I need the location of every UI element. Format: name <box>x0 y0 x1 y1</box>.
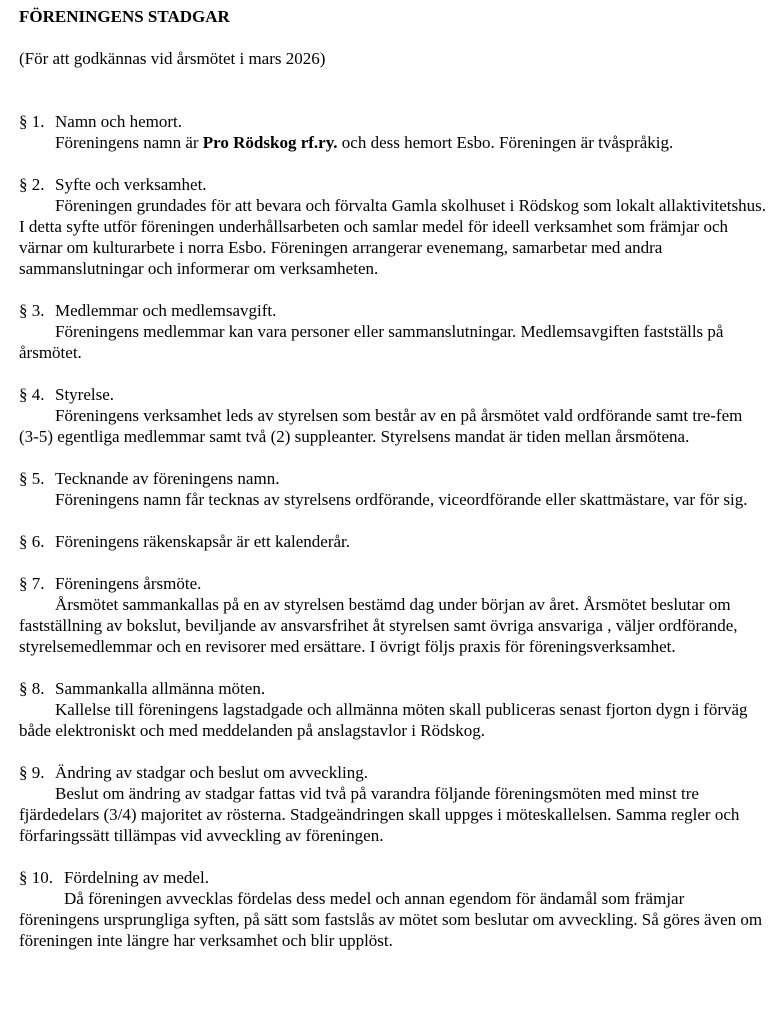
section-4 <box>19 384 766 447</box>
section-number: § 6. <box>19 532 45 551</box>
section-body: Kallelse till föreningens lagstadgade och allmänna möten skall publiceras senast fjorton dygn i förväg både elektroniskt och med meddelanden på anslagstavlor i Rödskog. <box>19 700 748 740</box>
section-5 <box>19 468 766 510</box>
section-body <box>19 132 766 153</box>
section-body: Föreningens medlemmar kan vara personer eller sammanslutningar. Medlemsavgiften fastställs på årsmötet. <box>19 322 724 362</box>
section-body: Då föreningen avvecklas fördelas dess medel och annan egendom för ändamål som främjar föreningens ursprungliga syften, på sätt som fastslås av mötet som beslutar om avveckling. Så göres även om föreningen inte längre har verksamhet och blir upplöst. <box>19 889 763 950</box>
section-heading <box>19 531 766 552</box>
association-name: Pro Rödskog rf.ry. <box>202 133 338 152</box>
section-number: § 10. <box>19 868 53 887</box>
section-title: Sammankalla allmänna möten. <box>55 679 266 698</box>
section-2 <box>19 174 766 279</box>
section-body: Föreningens verksamhet leds av styrelsen som består av en på årsmötet vald ordförande samt tre-fem (3-5) egentliga medlemmar samt två (2) suppleanter. Styrelsens mandat är tiden mellan årsmötena. <box>19 406 743 446</box>
section-number: § 1. <box>19 112 45 131</box>
section-10 <box>19 867 766 951</box>
section-1 <box>19 111 766 153</box>
section-number: § 5. <box>19 469 45 488</box>
body-text: Föreningens namn är <box>55 133 203 152</box>
section-body: Årsmötet sammankallas på en av styrelsen bestämd dag under början av året. Årsmötet beslutar om fastställning av bokslut, beviljande av ansvarsfrihet åt styrelsen samt övriga ansvariga , väljer ordförande, styrelsemedlemmar och en revisorer med ersättare. I övrigt följs praxis för föreningsverksamhet. <box>19 595 738 656</box>
section-heading <box>19 762 766 783</box>
document-subtitle: (För att godkännas vid årsmötet i mars 2026) <box>19 49 326 68</box>
section-title: Fördelning av medel. <box>64 868 209 887</box>
section-title: Föreningens räkenskapsår är ett kalenderår. <box>55 532 351 551</box>
section-title: Tecknande av föreningens namn. <box>55 469 280 488</box>
section-number: § 3. <box>19 301 45 320</box>
section-number: § 2. <box>19 175 45 194</box>
section-title: Föreningens årsmöte. <box>55 574 202 593</box>
section-heading <box>19 573 766 594</box>
section-7 <box>19 573 766 657</box>
section-9 <box>19 762 766 846</box>
section-body: Föreningen grundades för att bevara och förvalta Gamla skolhuset i Rödskog som lokalt allaktivitetshus. I detta syfte utför föreningen underhållsarbeten och samlar medel för ideell verksamhet som främjar och värnar om kulturarbete i norra Esbo. Föreningen arrangerar evenemang, samarbetar med andra sammanslutningar och informerar om verksamheten. <box>19 196 767 278</box>
section-title: Syfte och verksamhet. <box>55 175 207 194</box>
section-heading <box>19 174 766 195</box>
section-number: § 4. <box>19 385 45 404</box>
document-title: FÖRENINGENS STADGAR <box>19 7 230 26</box>
section-number: § 9. <box>19 763 45 782</box>
section-heading <box>19 678 766 699</box>
section-number: § 7. <box>19 574 45 593</box>
section-heading <box>19 867 766 888</box>
section-title: Styrelse. <box>55 385 115 404</box>
section-heading <box>19 300 766 321</box>
section-title: Medlemmar och medlemsavgift. <box>55 301 277 320</box>
section-heading <box>19 111 766 132</box>
section-heading <box>19 384 766 405</box>
section-heading <box>19 468 766 489</box>
section-title: Ändring av stadgar och beslut om avveckling. <box>55 763 369 782</box>
section-number: § 8. <box>19 679 45 698</box>
section-8 <box>19 678 766 741</box>
section-3 <box>19 300 766 363</box>
section-body: Beslut om ändring av stadgar fattas vid två på varandra följande föreningsmöten med minst tre fjärdedelars (3/4) majoritet av rösterna. Stadgeändringen skall uppges i möteskallelsen. Samma regler och förfaringssätt tillämpas vid avveckling av föreningen. <box>19 784 740 845</box>
section-6 <box>19 531 766 552</box>
body-text: och dess hemort Esbo. Föreningen är tvåspråkig. <box>337 133 674 152</box>
section-body: Föreningens namn får tecknas av styrelsens ordförande, viceordförande eller skattmästare, var för sig. <box>55 490 748 509</box>
spacer <box>19 69 766 111</box>
section-title: Namn och hemort. <box>55 112 182 131</box>
